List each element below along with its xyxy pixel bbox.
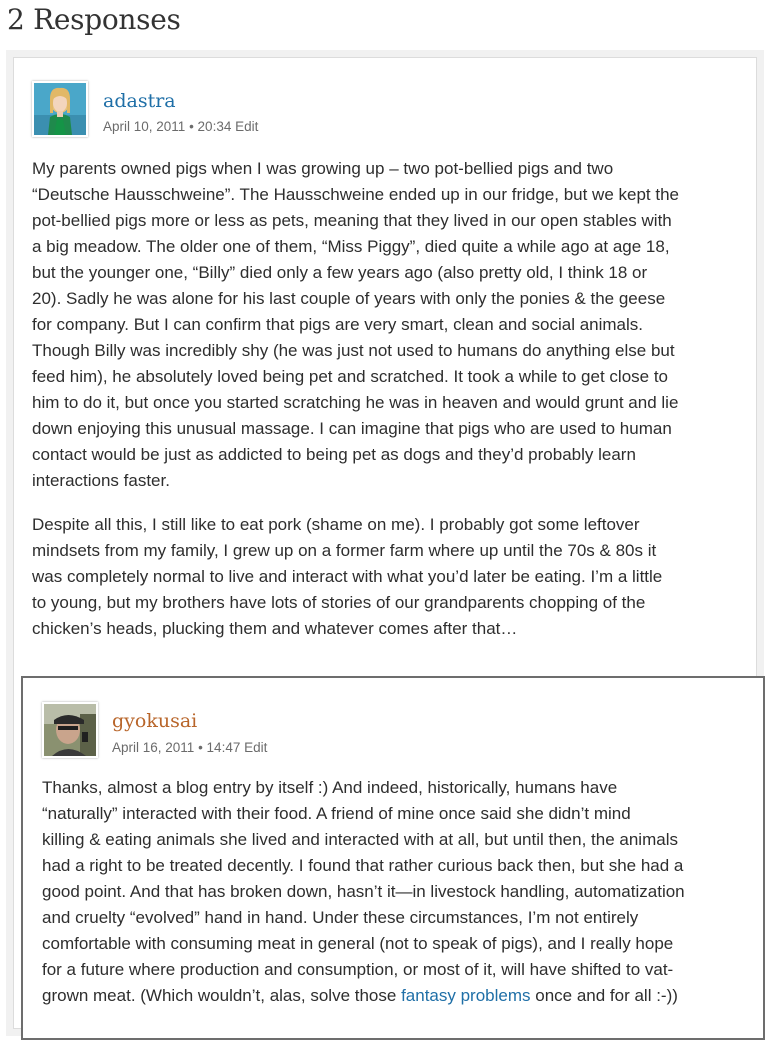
- comment-paragraph: [32, 512, 742, 642]
- text-line: mindsets from my family, I grew up on a former farm where up until the 70s & 80s it: [32, 541, 657, 560]
- text-line: interactions faster.: [32, 471, 170, 490]
- comment-paragraph: [42, 775, 754, 1009]
- text-line: [42, 983, 754, 1009]
- text-line: 20). Sadly he was alone for his last couple of years with only the ponies & the geese: [32, 289, 666, 308]
- text-line: “Deutsche Hausschweine”. The Hausschweine ended up in our fridge, but we kept the: [32, 185, 680, 204]
- text-line: a big meadow. The older one of them, “Miss Piggy”, died quite a while ago at age 18,: [32, 237, 670, 256]
- text-line: was completely normal to live and interact with what you’d later be eating. I’m a little: [32, 567, 663, 586]
- edit-link[interactable]: Edit: [244, 740, 268, 755]
- text-line: Though Billy was incredibly shy (he was just not used to humans do anything else but: [32, 341, 675, 360]
- comment-date[interactable]: April 10, 2011: [103, 119, 186, 134]
- fantasy-problems-link[interactable]: fantasy problems: [401, 986, 531, 1005]
- comment-adastra: [13, 57, 757, 1029]
- comment-body: [42, 775, 754, 1009]
- text-line: had a right to be treated decently. I found that rather curious back then, but she had a: [42, 856, 684, 875]
- comment-time[interactable]: 14:47: [206, 740, 241, 755]
- comment-date[interactable]: April 16, 2011: [112, 740, 195, 755]
- avatar-gyokusai-image: [44, 704, 96, 756]
- text-line: contact would be just as addicted to being pet as dogs and they’d probably learn: [32, 445, 636, 464]
- text-segment: once and for all :-)): [530, 986, 678, 1005]
- text-line: feed him), he absolutely loved being pet and scratched. It took a while to get close to: [32, 367, 668, 386]
- text-line: and cruelty “evolved” hand in hand. Under these circumstances, I’m not entirely: [42, 908, 639, 927]
- text-line: “naturally” interacted with their food. A friend of mine once said she didn’t mind: [42, 804, 631, 823]
- comment-author-link[interactable]: adastra: [103, 90, 176, 112]
- comment-paragraph: [32, 156, 742, 494]
- text-line: for company. But I can confirm that pigs are very smart, clean and social animals.: [32, 315, 644, 334]
- text-line: him to do it, but once you started scratching he was in heaven and would grunt and lie: [32, 393, 679, 412]
- text-line: to young, but my brothers have lots of stories of our grandparents chopping of the: [32, 593, 646, 612]
- avatar-gyokusai[interactable]: [42, 702, 98, 758]
- text-line: killing & eating animals she lived and interacted with at all, but until then, the animals: [42, 830, 678, 849]
- comment-author-link[interactable]: gyokusai: [112, 710, 198, 732]
- text-line: pot-bellied pigs more or less as pets, meaning that they lived in our open stables with: [32, 211, 672, 230]
- responses-heading: 2 Responses: [7, 3, 181, 36]
- text-line: comfortable with consuming meat in general (not to speak of pigs), and I really hope: [42, 934, 674, 953]
- text-line: chicken’s heads, plucking them and whatever comes after that…: [32, 619, 518, 638]
- comment-body: [32, 156, 742, 660]
- edit-link[interactable]: Edit: [235, 119, 259, 134]
- text-line: but the younger one, “Billy” died only a few years ago (also pretty old, I think 18 or: [32, 263, 648, 282]
- comment-time[interactable]: 20:34: [197, 119, 232, 134]
- comment-meta: April 16, 2011 • 14:47 Edit: [112, 740, 268, 755]
- comments-list: [6, 50, 764, 1036]
- avatar-adastra-image: [34, 83, 86, 135]
- comment-gyokusai: [21, 676, 765, 1040]
- text-line: My parents owned pigs when I was growing up – two pot-bellied pigs and two: [32, 159, 614, 178]
- text-line: down enjoying this unusual massage. I can imagine that pigs who are used to human: [32, 419, 672, 438]
- text-line: for a future where production and consumption, or most of it, will have shifted to vat-: [42, 960, 674, 979]
- text-line: Despite all this, I still like to eat pork (shame on me). I probably got some leftover: [32, 515, 640, 534]
- comment-meta: April 10, 2011 • 20:34 Edit: [103, 119, 259, 134]
- avatar-adastra[interactable]: [32, 81, 88, 137]
- text-segment: grown meat. (Which wouldn’t, alas, solve those: [42, 986, 402, 1005]
- text-line: Thanks, almost a blog entry by itself :) And indeed, historically, humans have: [42, 778, 618, 797]
- text-line: good point. And that has broken down, hasn’t it—in livestock handling, automatization: [42, 882, 685, 901]
